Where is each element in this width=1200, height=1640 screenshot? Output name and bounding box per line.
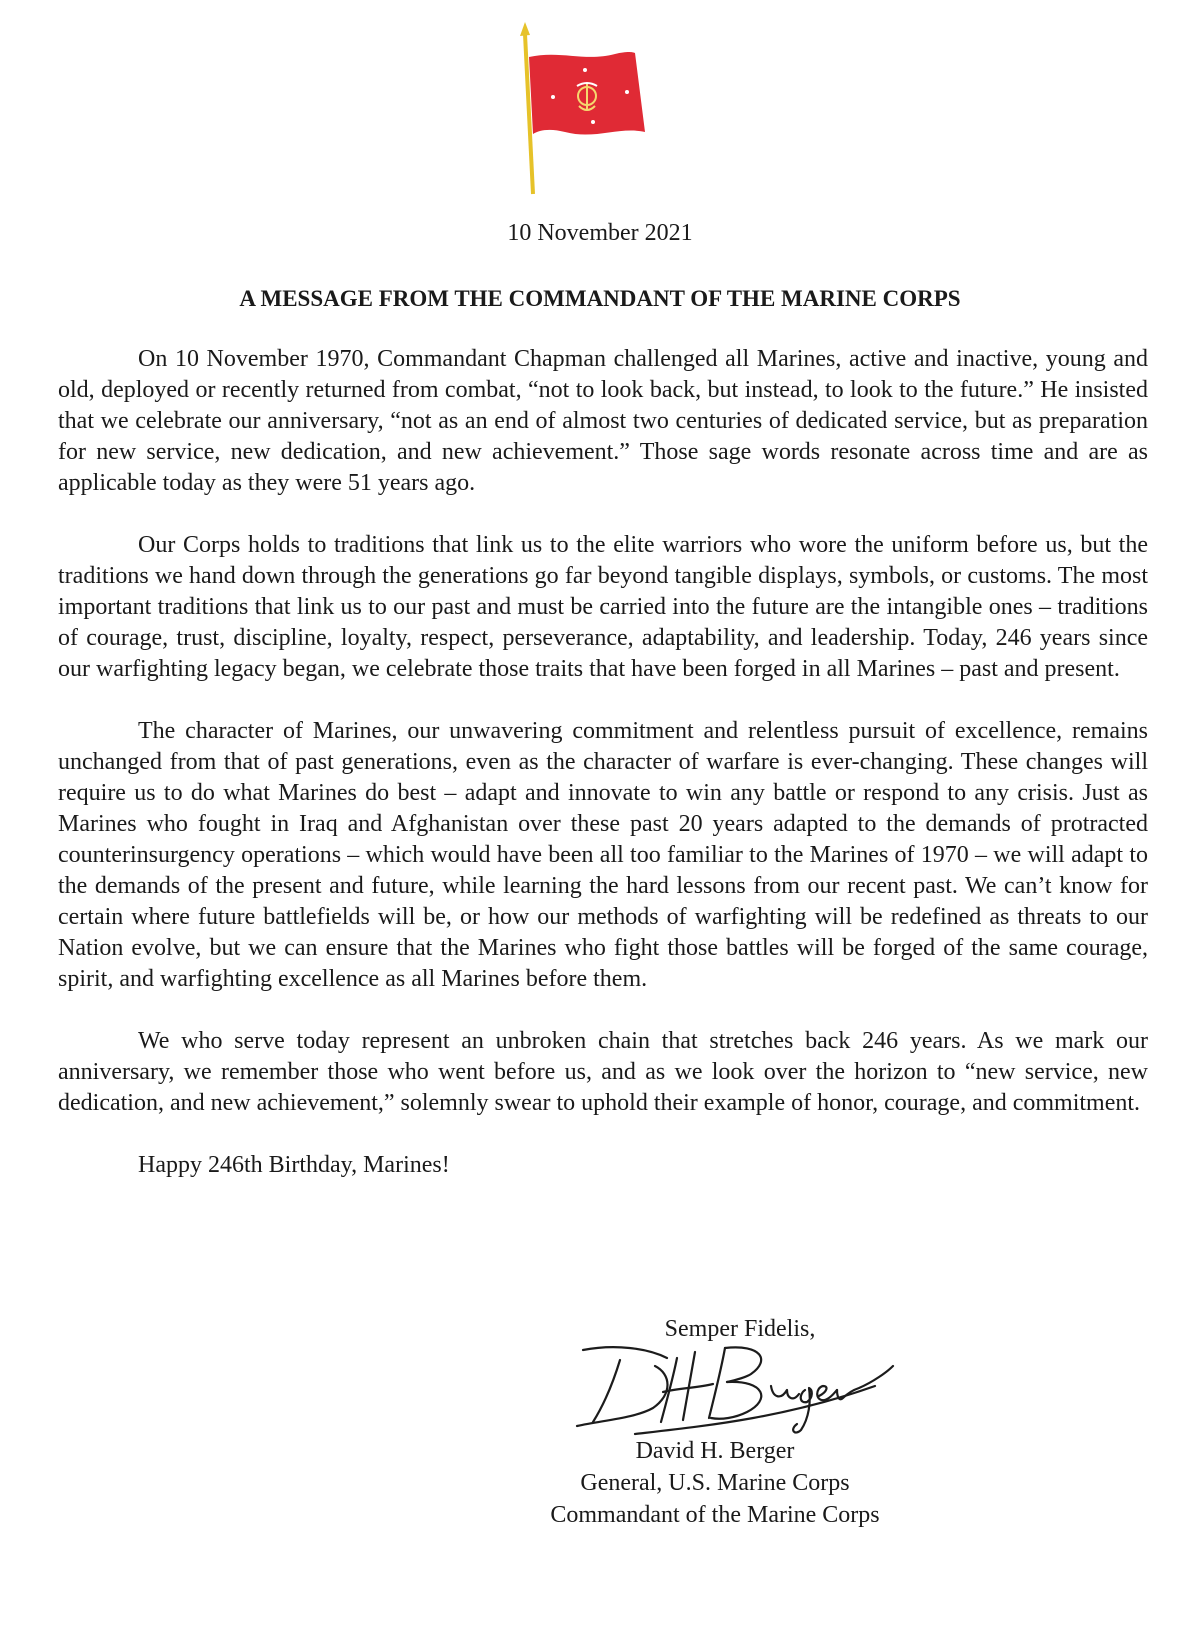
birthday-greeting: Happy 246th Birthday, Marines! bbox=[138, 1152, 450, 1178]
paragraph-1: On 10 November 1970, Commandant Chapman challenged all Marines, active and inactive, young and old, deployed or recently returned from combat, “not to look back, but instead, to look to the future.” He insisted that we celebrate our anniversary, “not as an end of almost two centuries of dedicated service, but as preparation for new service, new dedication, and new achievement.” Those sage words resonate across time and are as applicable today as they were 51 years ago. bbox=[58, 346, 1148, 496]
flag-star bbox=[625, 90, 629, 94]
marine-corps-general-flag-icon bbox=[515, 22, 665, 197]
closing-salutation: Semper Fidelis, bbox=[664, 1316, 816, 1342]
letter-title: A MESSAGE FROM THE COMMANDANT OF THE MARINE CORPS bbox=[239, 286, 961, 311]
paragraph-3: The character of Marines, our unwavering commitment and relentless pursuit of excellence, remains unchanged from that of past generations, even as the character of warfare is ever-changing. These changes will require us to do what Marines do best – adapt and innovate to win any battle or respond to any crisis. Just as Marines who fought in Iraq and Afghanistan over these past 20 years adapted to the demands of protracted counterinsurgency operations – which would have been all too familiar to the Marines of 1970 – we will adapt to the demands of the present and future, while learning the hard lessons from our recent past. We can’t know for certain where future battlefields will be, or how our methods of warfighting will be redefined as threats to our Nation evolve, but we can ensure that the Marines who fight those battles will be forged of the same courage, spirit, and warfighting excellence as all Marines before them. bbox=[58, 718, 1148, 992]
handwritten-signature-icon bbox=[575, 1338, 895, 1438]
signer-rank: General, U.S. Marine Corps bbox=[580, 1470, 850, 1496]
signer-position: Commandant of the Marine Corps bbox=[550, 1502, 880, 1528]
flag-finial bbox=[520, 22, 530, 36]
flag-star bbox=[583, 68, 587, 72]
paragraph-2: Our Corps holds to traditions that link us to the elite warriors who wore the uniform before us, but the traditions we hand down through the generations go far beyond tangible displays, symbols, or customs. The most important traditions that link us to our past and must be carried into the future are the intangible ones – traditions of courage, trust, discipline, loyalty, respect, perseverance, adaptability, and leadership. Today, 246 years since our warfighting legacy began, we celebrate those traits that have been forged in all Marines – past and present. bbox=[58, 532, 1148, 682]
paragraph-4: We who serve today represent an unbroken chain that stretches back 246 years. As we mark our anniversary, we remember those who went before us, and as we look over the horizon to “new service, new dedication, and new achievement,” solemnly swear to uphold their example of honor, courage, and commitment. bbox=[58, 1028, 1148, 1116]
signer-name: David H. Berger bbox=[635, 1438, 795, 1464]
letter-body bbox=[58, 344, 1148, 1212]
letter-date: 10 November 2021 bbox=[507, 220, 693, 246]
signature-block bbox=[505, 1435, 925, 1531]
flag-star bbox=[551, 95, 555, 99]
flag-star bbox=[591, 120, 595, 124]
